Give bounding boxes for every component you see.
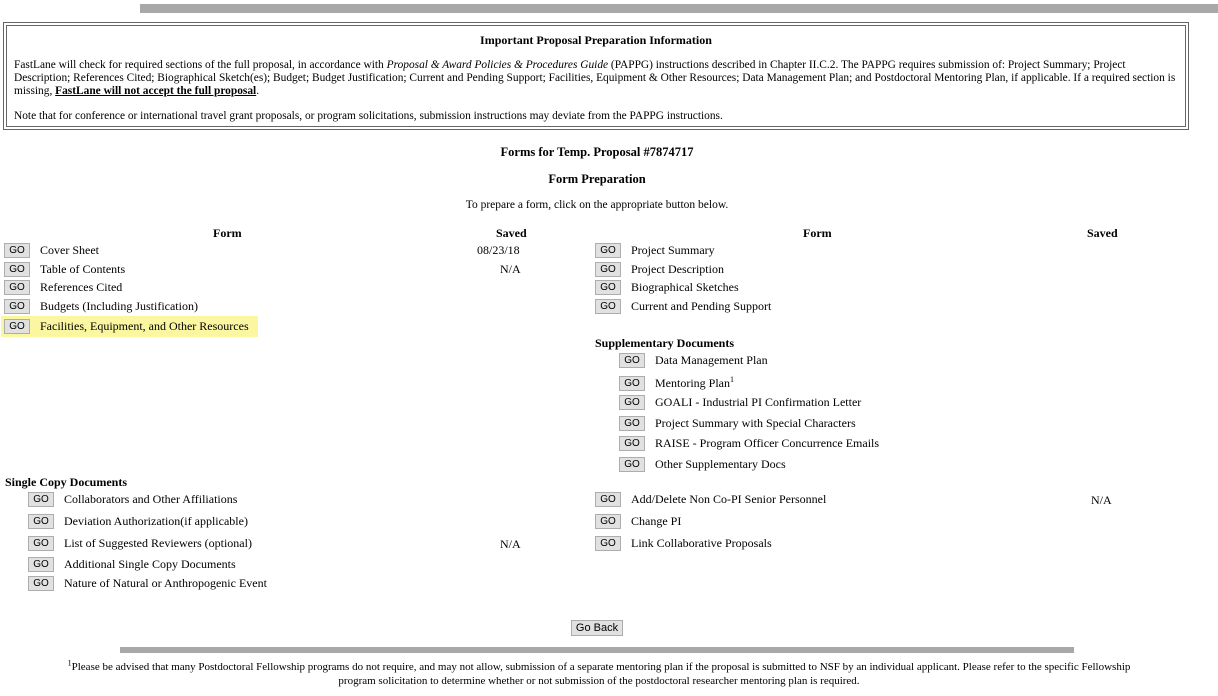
go-button-special-characters[interactable]: GO — [619, 416, 645, 431]
supp-label-data-management-plan: Data Management Plan — [655, 353, 768, 367]
form-label-table-of-contents: Table of Contents — [40, 262, 126, 276]
single-copy-heading: Single Copy Documents — [5, 475, 128, 489]
go-button-link-collaborative[interactable]: GO — [595, 536, 621, 551]
go-button-other-supplementary[interactable]: GO — [619, 457, 645, 472]
footnote-line-2: program solicitation to determine whether or not submission of the postdoctoral researcher mentoring plan is required. — [338, 675, 860, 687]
left-form-header: Form — [213, 226, 242, 240]
go-button-project-summary[interactable]: GO — [595, 243, 621, 258]
supp-label-special-characters: Project Summary with Special Characters — [655, 416, 856, 430]
footnote-marker: 1 — [730, 375, 734, 384]
personnel-label-link-collaborative: Link Collaborative Proposals — [631, 536, 772, 550]
instruction-text: To prepare a form, click on the appropriate button below. — [465, 199, 729, 211]
left-saved-header: Saved — [496, 226, 527, 240]
single-label-additional-single-copy: Additional Single Copy Documents — [64, 557, 236, 571]
go-button-references-cited[interactable]: GO — [4, 280, 30, 295]
mentoring-plan-text: Mentoring Plan — [655, 376, 730, 390]
personnel-label-senior-personnel: Add/Delete Non Co-PI Senior Personnel — [631, 492, 827, 506]
info-p1-italic: Proposal & Award Policies & Procedures Guide — [386, 59, 609, 71]
single-label-natural-event: Nature of Natural or Anthropogenic Event — [64, 576, 267, 590]
page-title: Forms for Temp. Proposal #7874717 — [500, 145, 694, 159]
go-button-budgets[interactable]: GO — [4, 299, 30, 314]
form-label-project-summary: Project Summary — [631, 243, 715, 257]
info-paragraph-2: Note that for conference or international travel grant proposals, or program solicitations, submission instructions may deviate from the PAPPG instructions. — [14, 110, 723, 122]
form-label-facilities: Facilities, Equipment, and Other Resources — [40, 319, 249, 333]
section-title: Form Preparation — [548, 172, 646, 186]
form-label-references-cited: References Cited — [40, 280, 123, 294]
supplementary-heading: Supplementary Documents — [595, 336, 735, 350]
personnel-label-change-pi: Change PI — [631, 514, 682, 528]
supp-label-raise: RAISE - Program Officer Concurrence Emails — [655, 436, 880, 450]
info-p1-mid: (PAPPG) instructions described in Chapter II.C.2. The PAPPG requires submission of: Project Summary; Project Description; References Cited; Biographical Sketch(es); Budget; Budget Justification; Current and Pending Support; Facilities, Equipment & Other Resources; Data Management Plan; and Postdoctoral Mentoring Plan, if applicable. If a required section is missing, — [14, 59, 1176, 97]
supp-label-goali: GOALI - Industrial PI Confirmation Letter — [655, 395, 862, 409]
go-button-data-management-plan[interactable]: GO — [619, 353, 645, 368]
top-rule — [140, 4, 1218, 13]
form-label-budgets: Budgets (Including Justification) — [40, 299, 198, 313]
go-button-project-description[interactable]: GO — [595, 262, 621, 277]
info-p1-start: FastLane will check for required sections of the full proposal, in accordance with — [14, 59, 387, 71]
go-button-current-pending-support[interactable]: GO — [595, 299, 621, 314]
single-label-suggested-reviewers: List of Suggested Reviewers (optional) — [64, 536, 252, 550]
right-form-header: Form — [803, 226, 832, 240]
go-button-mentoring-plan[interactable]: GO — [619, 376, 645, 391]
form-label-biographical-sketches: Biographical Sketches — [631, 280, 739, 294]
go-button-cover-sheet[interactable]: GO — [4, 243, 30, 258]
footnote-number: 1 — [67, 658, 72, 668]
info-box — [3, 22, 1189, 130]
saved-senior-personnel: N/A — [1091, 493, 1112, 507]
info-box-inner — [6, 25, 1186, 127]
right-saved-header: Saved — [1087, 226, 1118, 240]
form-label-project-description: Project Description — [631, 262, 724, 276]
go-button-additional-single-copy[interactable]: GO — [28, 557, 54, 572]
footnote-line-1 — [0, 658, 1198, 674]
go-button-goali[interactable]: GO — [619, 395, 645, 410]
bottom-rule — [120, 647, 1074, 653]
info-p1-warning: FastLane will not accept the full proposal — [55, 85, 257, 97]
saved-table-of-contents: N/A — [500, 262, 521, 276]
go-button-natural-event[interactable]: GO — [28, 576, 54, 591]
go-button-collaborators[interactable]: GO — [28, 492, 54, 507]
go-button-deviation-authorization[interactable]: GO — [28, 514, 54, 529]
go-button-table-of-contents[interactable]: GO — [4, 262, 30, 277]
go-button-senior-personnel[interactable]: GO — [595, 492, 621, 507]
supp-label-mentoring-plan — [655, 376, 734, 391]
go-button-facilities[interactable]: GO — [4, 319, 30, 334]
go-button-biographical-sketches[interactable]: GO — [595, 280, 621, 295]
go-button-raise[interactable]: GO — [619, 436, 645, 451]
single-label-collaborators: Collaborators and Other Affiliations — [64, 492, 238, 506]
go-button-suggested-reviewers[interactable]: GO — [28, 536, 54, 551]
supp-label-other-supplementary: Other Supplementary Docs — [655, 457, 786, 471]
saved-cover-sheet: 08/23/18 — [477, 243, 520, 257]
go-button-change-pi[interactable]: GO — [595, 514, 621, 529]
go-back-button[interactable]: Go Back — [571, 620, 623, 636]
info-title: Important Proposal Preparation Information — [480, 33, 712, 47]
single-label-deviation-authorization: Deviation Authorization(if applicable) — [64, 514, 248, 528]
info-p1-end: . — [256, 85, 260, 97]
info-paragraph-1 — [14, 59, 1178, 98]
saved-suggested-reviewers: N/A — [500, 537, 521, 551]
form-label-cover-sheet: Cover Sheet — [40, 243, 99, 257]
form-label-current-pending-support: Current and Pending Support — [631, 299, 772, 313]
footnote-text-1: Please be advised that many Postdoctoral Fellowship programs do not require, and may not allow, submission of a separate mentoring plan if the proposal is submitted to NSF by an individual applicant. Please refer to the specific Fellowship — [71, 661, 1131, 673]
